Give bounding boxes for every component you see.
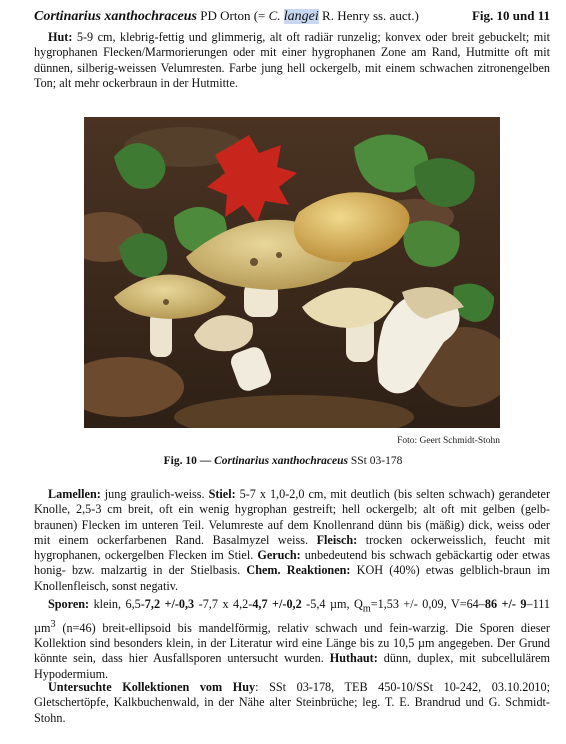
hut-paragraph — [34, 30, 550, 91]
sporen-text-6: (n=46) breit-ellipsoid bis mandelförmig, relativ schwach und fein-warzig. Die Sporen dieser Kollektion sind besonders klein, in der Literatur wird eine Länge bis zu 10,5 µm angegeben. Der Grund könnte sein, dass hier Ausfallsporen untersucht wurden. — [34, 620, 550, 666]
stiel-label: Stiel: — [208, 487, 236, 501]
species-title — [34, 8, 419, 25]
kollektion-paragraph — [34, 680, 550, 726]
selected-text-highlight[interactable]: langei — [283, 9, 319, 24]
lamellen-paragraph — [34, 487, 550, 594]
sporen-label: Sporen: — [48, 597, 90, 611]
sporen-volume-mean: 86 +/- 9 — [484, 597, 527, 611]
sporen-paragraph — [34, 597, 550, 682]
synonym-genus: C. — [268, 8, 284, 23]
huthaut-label: Huthaut: — [329, 651, 378, 666]
caption-fig-label: Fig. 10 — — [163, 455, 215, 467]
chem-reaktionen-text: KOH (40%) etwas gelblich-braun im Knollenfleisch, sonst negativ. — [34, 563, 550, 593]
huthaut-text: dünn, duplex, mit subcellulärem Hypodermium. — [34, 651, 550, 681]
sporen-text-4: =1,53 +/- 0,09, V=64– — [370, 597, 485, 611]
caption-species: Cortinarius xanthochraceus — [214, 455, 349, 467]
caption-collection: SSt 03-178 — [348, 455, 403, 467]
sporen-text-5: –111 µm — [34, 597, 551, 635]
sporen-length-mean: 7,2 +/-0,3 — [144, 597, 195, 611]
geruch-text: unbedeutend bis schwach gebäckartig oder etwas honig- bzw. malzartig in der Stielbasis. — [34, 548, 551, 578]
figure-reference: Fig. 10 und 11 — [471, 8, 550, 23]
species-name: Cortinarius xanthochraceus — [34, 9, 197, 24]
hut-text: 5-9 cm, klebrig-fettig und glimmerig, alt oft radiär runzelig; konvex oder breit gebuckelt; mit hygrophanen Flecken/Marmorierungen oder mit einer hygrophanen Zone am Rand, Hutmitte oft mit dünnen, silberig-weissen Velumresten. Farbe jung hell ockergelb, mit einem schwachen zitronengelben Ton; alt mehr ockerbraun in der Hutmitte. — [34, 30, 550, 90]
sporen-text-3: -5,4 µm, Q — [301, 597, 363, 611]
sporen-width-mean: 4,7 +/-0,2 — [252, 597, 302, 611]
kollektion-label: Untersuchte Kollektionen vom Huy — [48, 680, 256, 694]
author-post: R. Henry ss. auct.) — [318, 8, 419, 23]
hut-label: Hut: — [48, 30, 73, 44]
mushroom-photo — [84, 117, 500, 428]
photo-credit: Foto: Geert Schmidt-Stohn — [397, 436, 500, 446]
figure-caption — [0, 455, 566, 467]
stiel-text: 5-7 x 1,0-2,0 cm, mit deutlich (bis selten schwach) gerandeter Knolle, 2,5-3 cm breit, oft ein wenig hygrophan gestreift; hell ockergelb; alt oft mit gelben (gelb-braunen) Flecken im unteren Teil. Velumreste auf dem Knollenrand dünn bis (mäßig) dick, weiss oder mit einem ockerfarbenen Rand. Basalmyzel weiss. — [34, 487, 550, 547]
sporen-text-1: klein, 6,5- — [89, 597, 145, 611]
species-header — [34, 8, 550, 28]
cubic-superscript: 3 — [50, 618, 56, 630]
chem-reaktionen-label: Chem. Reaktionen: — [246, 563, 351, 578]
geruch-label: Geruch: — [257, 548, 301, 563]
fleisch-label: Fleisch: — [316, 532, 358, 547]
mushroom-photo-image — [84, 117, 500, 428]
sporen-text-2: -7,7 x 4,2- — [194, 597, 253, 611]
lamellen-label: Lamellen: — [48, 487, 101, 501]
author-pre: PD Orton (= — [197, 8, 269, 23]
fleisch-text: trocken ockerweisslich, feucht mit hygrophanen, ockergelben Flecken im Stiel. — [34, 532, 551, 563]
q-subscript: m — [362, 603, 371, 615]
kollektion-text: : SSt 03-178, TEB 450-10/SSt 10-242, 03.10.2010; Gletschertöpfe, Kalkbuchenwald, in der Nähe alter Steinbrüche; leg. T. E. Brandrud und G. Schmidt-Stohn. — [34, 680, 550, 725]
lamellen-text: jung graulich-weiss. — [100, 487, 209, 501]
